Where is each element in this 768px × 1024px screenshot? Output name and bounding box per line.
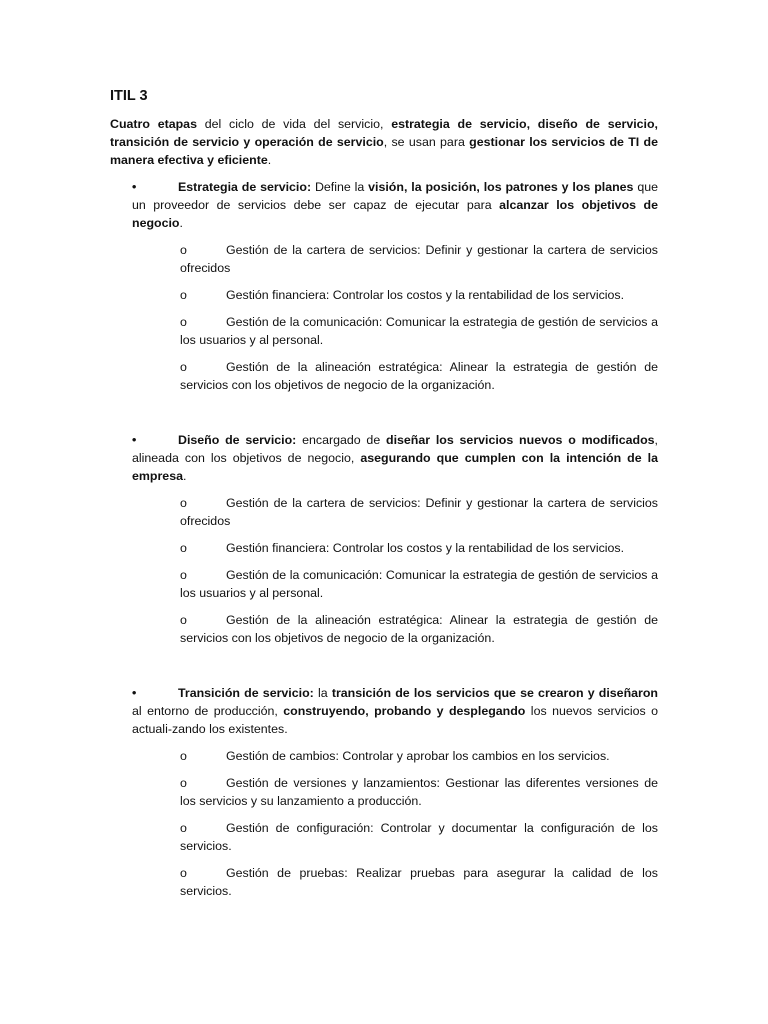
sub-bullet-icon: o (180, 496, 187, 510)
list-item-text: Gestión de la alineación estratégica: Alinear la estrategia de gestión de servicios con los objetivos de negocio de la organización. (180, 360, 658, 392)
list-item-text: Gestión de la alineación estratégica: Alinear la estrategia de gestión de servicios con los objetivos de negocio de la organización. (180, 613, 658, 645)
bullet-icon: • (132, 686, 137, 700)
section-text-1: Define la (311, 180, 369, 194)
sub-bullet-icon: o (180, 360, 187, 374)
section-heading-paragraph (132, 684, 658, 738)
section-heading: Estrategia de servicio: (178, 180, 312, 194)
list-item (180, 358, 658, 394)
list-item-text: Gestión financiera: Controlar los costos y la rentabilidad de los servicios. (226, 288, 625, 302)
list-item (180, 241, 658, 277)
section-bold-2: alcanzar los objetivos de negocio (132, 198, 658, 230)
list-item-text: Gestión de la comunicación: Comunicar la estrategia de gestión de servicios a los usuarios y al personal. (180, 568, 658, 600)
section-bold-2: asegurando que cumplen con la intención de la empresa (132, 451, 658, 483)
list-item-text: Gestión de pruebas: Realizar pruebas para asegurar la calidad de los servicios. (180, 866, 658, 898)
intro-text-1: del ciclo de vida del servicio, (196, 117, 392, 131)
document-body (110, 86, 658, 909)
sub-bullet-icon: o (180, 568, 187, 582)
section-text-1: la (313, 686, 332, 700)
sub-bullet-icon: o (180, 541, 187, 555)
section-bold-1: transición de los servicios que se crearon y diseñaron (331, 686, 658, 700)
list-item (180, 566, 658, 602)
section-bold-1: visión, la posición, los patrones y los planes (368, 180, 634, 194)
intro-text-3: . (267, 153, 272, 167)
section-text-3: . (182, 469, 187, 483)
section-text-2: , alineada con los objetivos de negocio, (132, 433, 658, 465)
list-item-text: Gestión de la cartera de servicios: Definir y gestionar la cartera de servicios ofrecidos (180, 243, 658, 275)
section-heading-paragraph (132, 178, 658, 232)
intro-bold-1: Cuatro etapas (110, 117, 197, 131)
sub-bullet-icon: o (180, 776, 187, 790)
list-item-text: Gestión de la cartera de servicios: Definir y gestionar la cartera de servicios ofrecidos (180, 496, 658, 528)
list-item-text: Gestión de cambios: Controlar y aprobar los cambios en los servicios. (226, 749, 610, 763)
list-item (180, 313, 658, 349)
sub-bullet-icon: o (180, 749, 187, 763)
section-heading: Diseño de servicio: (178, 433, 297, 447)
intro-bold-2: estrategia de servicio, diseño de servicio, transición de servicio y operación de servicio (110, 117, 658, 149)
section-text-3: . (179, 216, 183, 230)
list-item (180, 286, 658, 304)
sub-bullet-icon: o (180, 866, 187, 880)
list-item (180, 819, 658, 855)
section-text-1: encargado de (296, 433, 386, 447)
section-bold-1: diseñar los servicios nuevos o modificados (386, 433, 655, 447)
section-diseno (110, 431, 658, 647)
list-item (180, 611, 658, 647)
sub-bullet-icon: o (180, 613, 187, 627)
bullet-icon: • (132, 433, 137, 447)
section-text-3: los nuevos servicios o actuali-zando los existentes. (132, 704, 658, 736)
section-bold-2: construyendo, probando y desplegando (283, 704, 526, 718)
list-item-text: Gestión financiera: Controlar los costos y la rentabilidad de los servicios. (226, 541, 625, 555)
intro-text-2: , se usan para (383, 135, 470, 149)
list-item-text: Gestión de versiones y lanzamientos: Gestionar las diferentes versiones de los servicios y su lanzamiento a producción. (180, 776, 658, 808)
sub-bullet-icon: o (180, 821, 187, 835)
section-estrategia (110, 178, 658, 394)
list-item (180, 747, 658, 765)
page-title: ITIL 3 (110, 88, 148, 104)
list-item (180, 864, 658, 900)
list-item (180, 494, 658, 530)
sub-list (132, 241, 658, 394)
sub-bullet-icon: o (180, 288, 187, 302)
intro-bold-3: gestionar los servicios de TI de manera efectiva y eficiente (110, 135, 659, 167)
intro-paragraph (110, 115, 658, 169)
list-item (180, 774, 658, 810)
list-item (180, 539, 658, 557)
section-text-2: al entorno de producción, (132, 704, 284, 718)
list-item-text: Gestión de configuración: Controlar y documentar la configuración de los servicios. (180, 821, 658, 853)
list-item-text: Gestión de la comunicación: Comunicar la estrategia de gestión de servicios a los usuarios y al personal. (180, 315, 658, 347)
section-transicion (110, 684, 658, 900)
section-heading: Transición de servicio: (178, 686, 314, 700)
section-heading-paragraph (132, 431, 658, 485)
sub-list (132, 747, 658, 900)
sub-list (132, 494, 658, 647)
sub-bullet-icon: o (180, 315, 187, 329)
bullet-icon: • (132, 180, 137, 194)
section-text-2: que un proveedor de servicios debe ser capaz de ejecutar para (132, 180, 658, 212)
sub-bullet-icon: o (180, 243, 187, 257)
